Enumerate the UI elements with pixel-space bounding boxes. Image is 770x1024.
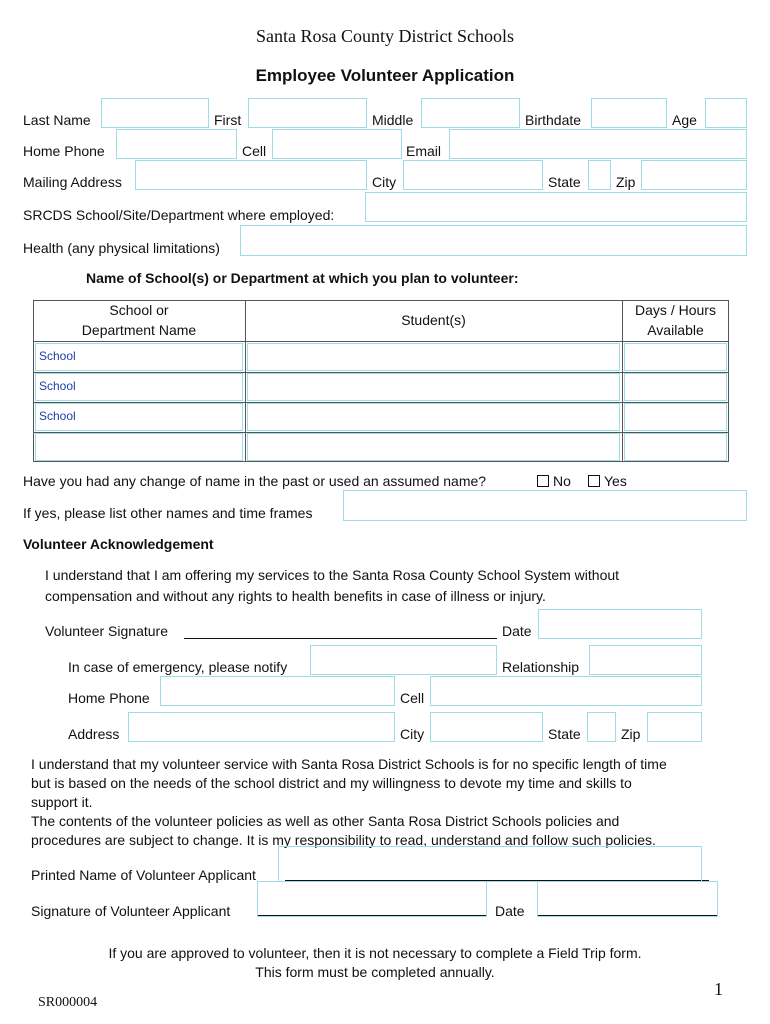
name-change-question: Have you had any change of name in the past or used an assumed name? xyxy=(23,473,487,489)
cell-label: Cell xyxy=(242,143,267,159)
health-field[interactable] xyxy=(240,225,747,256)
signature-date-field[interactable] xyxy=(538,609,702,639)
last-name-label: Last Name xyxy=(23,112,91,128)
school-field-4[interactable] xyxy=(35,433,243,461)
col-school-header: School or Department Name xyxy=(81,302,197,338)
emergency-zip-field[interactable] xyxy=(647,712,702,742)
form-code: SR000004 xyxy=(38,995,98,1010)
col-students-header: Student(s) xyxy=(401,312,466,328)
email-label: Email xyxy=(406,143,442,159)
statement-line-2: but is based on the needs of the school district and my willingness to devote my time and skills to xyxy=(31,775,632,791)
acknowledgement-line-2: compensation and without any rights to health benefits in case of illness or injury. xyxy=(45,588,546,604)
school-field-1[interactable]: School xyxy=(35,343,243,371)
emergency-state-field[interactable] xyxy=(587,712,616,742)
page-number: 1 xyxy=(714,979,723,999)
col-days-hours-header: Days / Hours Available xyxy=(635,302,716,338)
no-checkbox[interactable]: No xyxy=(537,473,571,489)
annual-note: This form must be completed annually. xyxy=(255,964,495,980)
other-names-label: If yes, please list other names and time frames xyxy=(23,505,313,521)
form-title: Employee Volunteer Application xyxy=(255,66,515,85)
no-checkbox-box[interactable] xyxy=(537,475,549,487)
emergency-cell-label: Cell xyxy=(400,690,425,706)
signature-date-label: Date xyxy=(502,623,532,639)
city-label: City xyxy=(372,174,397,190)
days-hours-field-3[interactable] xyxy=(624,403,727,431)
acknowledgement-line-1: I understand that I am offering my services to the Santa Rosa County School System without xyxy=(45,567,620,583)
relationship-label: Relationship xyxy=(502,659,580,675)
first-name-label: First xyxy=(214,112,242,128)
applicant-signature-label: Signature of Volunteer Applicant xyxy=(31,903,231,919)
applicant-date-field[interactable] xyxy=(537,881,718,917)
statement-line-3: support it. xyxy=(31,794,93,810)
emergency-cell-field[interactable] xyxy=(430,676,702,706)
yes-checkbox[interactable]: Yes xyxy=(588,473,627,489)
statement-line-1: I understand that my volunteer service with Santa Rosa District Schools is for no specific length of time xyxy=(31,756,667,772)
students-field-2[interactable] xyxy=(247,373,620,401)
relationship-field[interactable] xyxy=(589,645,702,675)
students-field-1[interactable] xyxy=(247,343,620,371)
emergency-city-label: City xyxy=(400,726,425,742)
mailing-address-field[interactable] xyxy=(135,160,367,190)
emergency-city-field[interactable] xyxy=(430,712,543,742)
city-field[interactable] xyxy=(403,160,543,190)
statement-line-5: procedures are subject to change. It is my responsibility to read, understand and follow such policies. xyxy=(31,832,656,848)
statement-line-4: The contents of the volunteer policies as well as other Santa Rosa District Schools policies and xyxy=(31,813,620,829)
volunteer-signature-label: Volunteer Signature xyxy=(45,623,168,639)
days-hours-field-1[interactable] xyxy=(624,343,727,371)
first-name-field[interactable] xyxy=(248,98,367,128)
days-hours-field-2[interactable] xyxy=(624,373,727,401)
school-field-3[interactable]: School xyxy=(35,403,243,431)
zip-field[interactable] xyxy=(641,160,747,190)
middle-name-field[interactable] xyxy=(421,98,520,128)
emergency-home-phone-label: Home Phone xyxy=(68,690,150,706)
students-field-3[interactable] xyxy=(247,403,620,431)
emergency-address-field[interactable] xyxy=(128,712,395,742)
field-trip-note: If you are approved to volunteer, then it is not necessary to complete a Field Trip form. xyxy=(108,945,642,961)
age-label: Age xyxy=(672,112,697,128)
state-field[interactable] xyxy=(588,160,611,190)
school-site-label: SRCDS School/Site/Department where employed: xyxy=(23,207,335,223)
zip-label: Zip xyxy=(616,174,636,190)
days-hours-field-4[interactable] xyxy=(624,433,727,461)
other-names-field[interactable] xyxy=(343,490,747,521)
home-phone-field[interactable] xyxy=(116,129,237,159)
acknowledgement-heading: Volunteer Acknowledgement xyxy=(23,536,214,552)
emergency-state-label: State xyxy=(548,726,581,742)
health-label: Health (any physical limitations) xyxy=(23,240,220,256)
birthdate-label: Birthdate xyxy=(525,112,582,128)
applicant-date-label: Date xyxy=(495,903,525,919)
state-label: State xyxy=(548,174,581,190)
printed-name-field[interactable] xyxy=(278,846,702,882)
home-phone-label: Home Phone xyxy=(23,143,105,159)
volunteer-location-heading: Name of School(s) or Department at which you plan to volunteer: xyxy=(86,270,519,286)
school-field-2[interactable]: School xyxy=(35,373,243,401)
organization-name: Santa Rosa County District Schools xyxy=(256,26,514,46)
emergency-home-phone-field[interactable] xyxy=(160,676,395,706)
school-site-field[interactable] xyxy=(365,192,747,222)
last-name-field[interactable] xyxy=(101,98,209,128)
emergency-contact-label: In case of emergency, please notify xyxy=(68,659,288,675)
email-field[interactable] xyxy=(449,129,747,159)
yes-checkbox-box[interactable] xyxy=(588,475,600,487)
mailing-address-label: Mailing Address xyxy=(23,174,122,190)
cell-field[interactable] xyxy=(272,129,402,159)
students-field-4[interactable] xyxy=(247,433,620,461)
age-field[interactable] xyxy=(705,98,747,128)
applicant-signature-field[interactable] xyxy=(257,881,487,917)
emergency-address-label: Address xyxy=(68,726,120,742)
printed-name-label: Printed Name of Volunteer Applicant xyxy=(31,867,256,883)
emergency-zip-label: Zip xyxy=(621,726,641,742)
emergency-contact-field[interactable] xyxy=(310,645,497,675)
middle-name-label: Middle xyxy=(372,112,414,128)
birthdate-field[interactable] xyxy=(591,98,667,128)
